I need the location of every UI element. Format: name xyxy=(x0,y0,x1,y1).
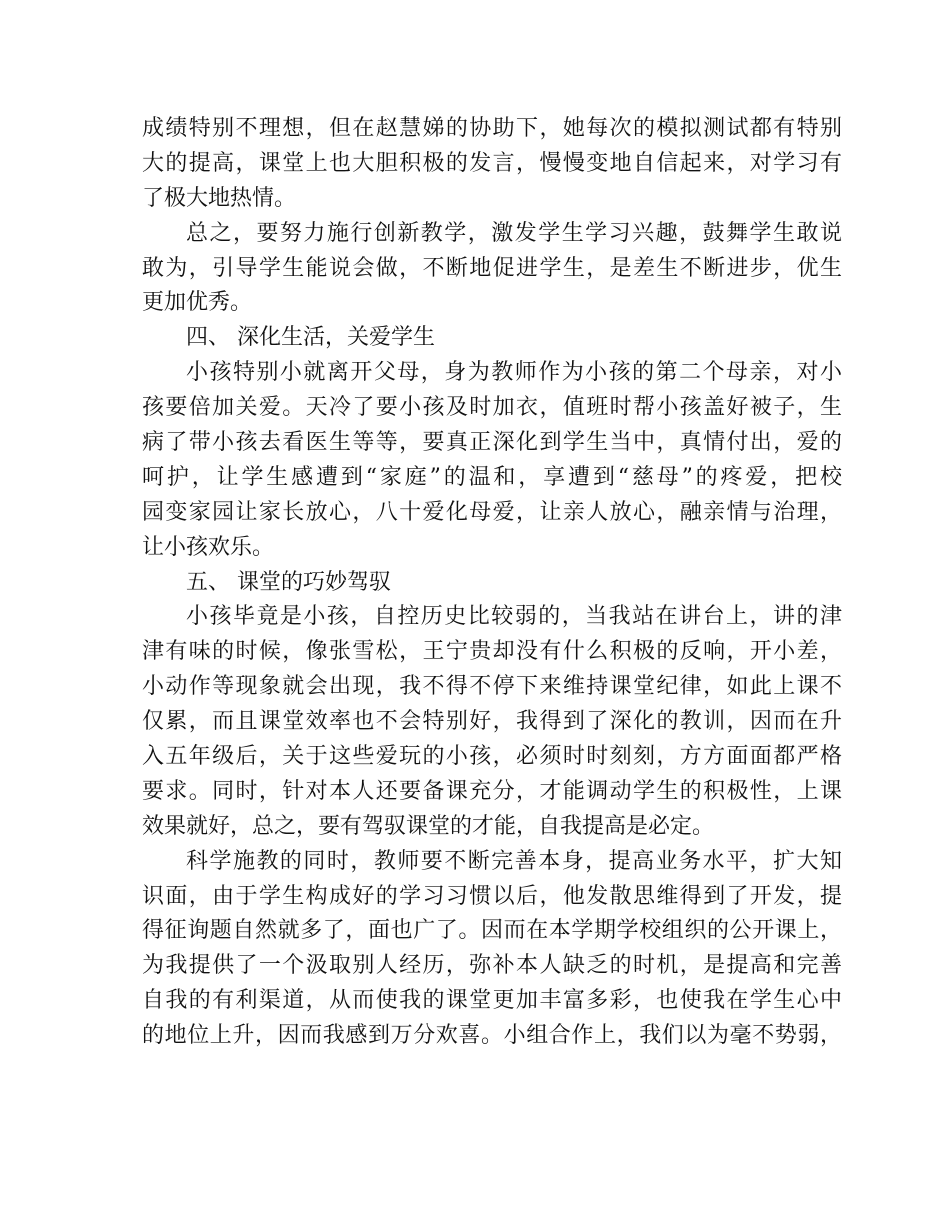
text-line: 得征询题自然就多了，面也广了。因而在本学期学校组织的公开课上， xyxy=(142,918,842,944)
text-line: 小孩特别小就离开父母，身为教师作为小孩的第二个母亲，对小 xyxy=(186,360,842,386)
text-line: 大的提高，课堂上也大胆积极的发言，慢慢变地自信起来，对学习有 xyxy=(142,150,842,176)
text-line: 小动作等现象就会出现，我不得不停下来维持课堂纪律，如此上课不 xyxy=(142,674,842,700)
text-line: 为我提供了一个汲取别人经历，弥补本人缺乏的时机，是提高和完善 xyxy=(142,953,842,979)
text-line: 更加优秀。 xyxy=(142,290,253,316)
text-line: 四、 深化生活，关爱学生 xyxy=(186,325,435,351)
text-line: 让小孩欢乐。 xyxy=(142,534,275,560)
text-line: 成绩特别不理想，但在赵慧娣的协助下，她每次的模拟测试都有特别 xyxy=(142,116,842,141)
text-line: 病了带小孩去看医生等等，要真正深化到学生当中，真情付出，爱的 xyxy=(142,430,842,456)
text-line: 了极大地热情。 xyxy=(142,185,297,211)
text-line: 总之，要努力施行创新教学，激发学生学习兴趣，鼓舞学生敢说 xyxy=(186,220,842,246)
text-line: 孩要倍加关爱。天冷了要小孩及时加衣，值班时帮小孩盖好被子，生 xyxy=(142,395,842,421)
text-line: 五、 课堂的巧妙驾驭 xyxy=(186,569,391,595)
text-line: 敢为，引导学生能说会做，不断地促进学生，是差生不断进步，优生 xyxy=(142,255,842,281)
text-line: 识面，由于学生构成好的学习习惯以后，他发散思维得到了开发，提 xyxy=(142,883,842,909)
text-line: 要求。同时，针对本人还要备课充分，才能调动学生的积极性，上课 xyxy=(142,778,842,804)
text-line: 入五年级后，关于这些爱玩的小孩，必须时时刻刻，方方面面都严格 xyxy=(142,744,842,770)
text-line: 的地位上升，因而我感到万分欢喜。小组合作上，我们以为毫不势弱， xyxy=(142,1023,842,1049)
text-line: 呵护，让学生感遭到“家庭”的温和，享遭到“慈母”的疼爱，把校 xyxy=(142,464,842,490)
document-body xyxy=(142,112,842,1054)
text-line: 科学施教的同时，教师要不断完善本身，提高业务水平，扩大知 xyxy=(186,848,842,874)
text-line: 效果就好，总之，要有驾驭课堂的才能，自我提高是必定。 xyxy=(142,813,715,839)
text-line: 园变家园让家长放心，八十爱化母爱，让亲人放心，融亲情与治理， xyxy=(142,499,842,525)
text-line: 津有味的时候，像张雪松，王宁贵却没有什么积极的反响，开小差， xyxy=(142,639,842,665)
text-line: 小孩毕竟是小孩，自控历史比较弱的，当我站在讲台上，讲的津 xyxy=(186,604,842,630)
text-line: 自我的有利渠道，从而使我的课堂更加丰富多彩，也使我在学生心中 xyxy=(142,988,842,1014)
text-line: 仅累，而且课堂效率也不会特别好，我得到了深化的教训，因而在升 xyxy=(142,709,842,735)
